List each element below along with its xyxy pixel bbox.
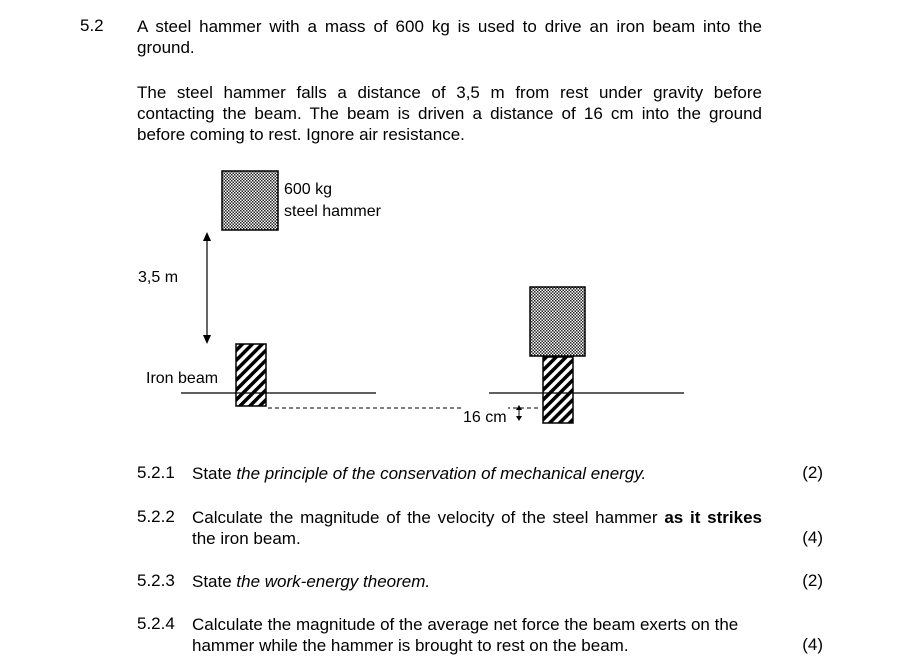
subquestion-text	[192, 571, 762, 592]
subquestion-text	[192, 507, 762, 549]
marks: (4)	[802, 635, 823, 654]
hammer-mass-label: 600 kg	[284, 181, 333, 198]
marks: (2)	[802, 463, 823, 482]
subquestion-number: 5.2.4	[137, 614, 175, 633]
question-setup: The steel hammer falls a distance of 3,5 m from rest under gravity before contacting the beam. The beam is driven a distance of 16 cm into the ground before coming to rest. Ignore air resistance.	[137, 83, 762, 144]
penetration-label: 16 cm	[463, 409, 507, 426]
subquestion-bold: as it strikes	[664, 508, 762, 527]
hammer-left	[222, 171, 278, 230]
fall-height-arrow	[203, 232, 211, 344]
hammer-right	[530, 287, 585, 356]
hammer-name-label: steel hammer	[284, 203, 381, 220]
question-number: 5.2	[80, 16, 104, 35]
iron-beam-label: Iron beam	[146, 370, 219, 387]
subquestion-text: Calculate the magnitude of the average net force the beam exerts on the hammer while the hammer is brought to rest on the beam.	[192, 615, 739, 655]
subquestion-prefix: State	[192, 572, 237, 591]
subquestion-text-a: Calculate the magnitude of the velocity of the steel hammer	[192, 508, 665, 527]
marks: (2)	[802, 571, 823, 590]
penetration-arrow	[516, 405, 522, 421]
subquestion-prefix: State	[192, 464, 237, 483]
subquestion-number: 5.2.3	[137, 571, 175, 590]
subquestion-emphasis: the work-energy theorem.	[236, 572, 431, 591]
fall-height-label: 3,5 m	[138, 269, 179, 286]
subquestion-text-b: the iron beam.	[192, 529, 301, 548]
subquestion-number: 5.2.1	[137, 463, 175, 482]
iron-beam-left	[236, 344, 266, 406]
subquestion-number: 5.2.2	[137, 507, 175, 526]
subquestion-emphasis: the principle of the conservation of mechanical energy.	[236, 464, 647, 483]
question-intro: A steel hammer with a mass of 600 kg is used to drive an iron beam into the ground.	[137, 17, 762, 57]
subquestion-text	[192, 463, 762, 484]
marks: (4)	[802, 528, 823, 547]
iron-beam-right	[543, 357, 573, 423]
